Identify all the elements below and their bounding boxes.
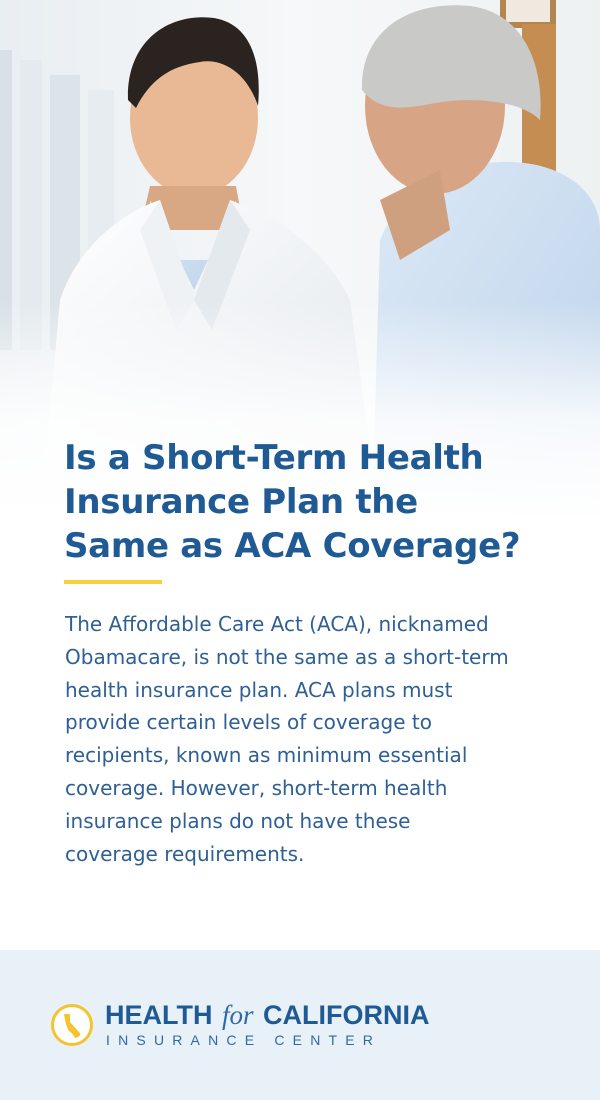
brand-name [105, 999, 430, 1031]
title-line: Insurance Plan the [64, 482, 418, 522]
body-paragraph [65, 608, 565, 870]
body-line: coverage requirements. [65, 841, 305, 866]
brand-for: for [222, 1000, 254, 1030]
body-line: Obamacare, is not the same as a short-term [65, 644, 509, 669]
accent-divider [64, 580, 162, 584]
title-line: Same as ACA Coverage? [64, 526, 521, 566]
brand-health: HEALTH [105, 1000, 213, 1030]
body-line: health insurance plan. ACA plans must [65, 677, 453, 702]
body-line: recipients, known as minimum essential [65, 743, 468, 768]
body-line: The Affordable Care Act (ACA), nicknamed [65, 612, 489, 636]
california-state-icon [50, 1003, 94, 1047]
brand-california: CALIFORNIA [263, 1000, 430, 1030]
body-line: insurance plans do not have these [65, 808, 411, 833]
title-line: Is a Short-Term Health [64, 438, 484, 478]
brand-subtitle: INSURANCE CENTER [106, 1032, 382, 1048]
page-title [64, 436, 564, 568]
body-line: coverage. However, short-term health [65, 775, 448, 800]
body-line: provide certain levels of coverage to [65, 710, 432, 735]
